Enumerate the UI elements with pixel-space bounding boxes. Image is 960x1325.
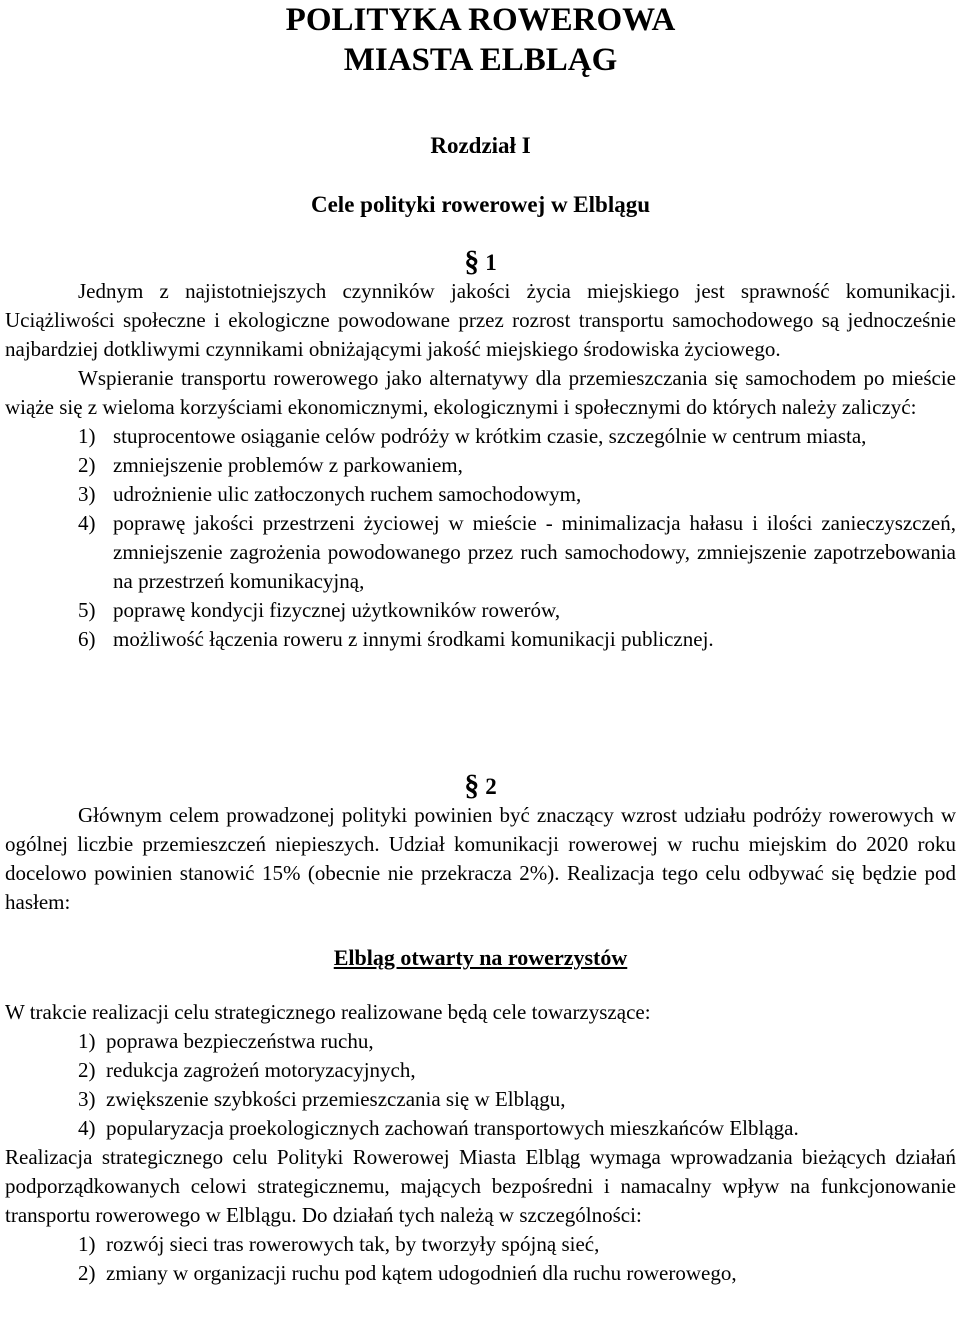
section-1-heading bbox=[5, 247, 956, 277]
section-1 bbox=[5, 247, 956, 654]
list-item: 4) poprawę jakości przestrzeni życiowej w mieście - minimalizacja hałasu i ilości zanieczyszczeń, zmniejszenie zagrożenia powodowanego przez ruch samochodowy, zmniejszenie zapotrzebowania na przestrzeń komunikacyjną, bbox=[78, 511, 956, 593]
list-item: 2) zmiany w organizacji ruchu pod kątem udogodnień dla ruchu rowerowego, bbox=[78, 1261, 737, 1285]
title-line-2: MIASTA ELBLĄG bbox=[343, 42, 618, 78]
chapter-number: Rozdział I bbox=[430, 133, 531, 158]
section-number: 2 bbox=[485, 774, 497, 799]
benefits-list bbox=[5, 422, 956, 654]
section-number: 1 bbox=[485, 250, 497, 275]
section-2-heading bbox=[5, 771, 956, 801]
list-item: 2) redukcja zagrożeń motoryzacyjnych, bbox=[78, 1058, 416, 1082]
list-item: 4) popularyzacja proekologicznych zachowań transportowych mieszkańców Elbląga. bbox=[78, 1116, 799, 1140]
section-1-paragraph-2: Wspieranie transportu rowerowego jako alternatywy dla przemieszczania się samochodem po mieście wiąże się z wieloma korzyściami ekonomicznymi, ekologicznymi i społecznymi do których należy zaliczyć: bbox=[5, 366, 956, 419]
section-2-paragraph-2: W trakcie realizacji celu strategicznego realizowane będą cele towarzyszące: bbox=[5, 1000, 651, 1024]
section-symbol: § bbox=[464, 245, 480, 278]
section-2-paragraph-3: Realizacja strategicznego celu Polityki Rowerowej Miasta Elbląg wymaga wprowadzania bieżących działań podporządkowanych celowi strategicznemu, mających bezpośredni i namacalny wpływ na funkcjonowanie transportu rowerowego w Elblągu. Do działań tych należą w szczególności: bbox=[5, 1145, 956, 1227]
document-title bbox=[5, 0, 956, 80]
section-symbol: § bbox=[464, 769, 480, 802]
actions-list bbox=[5, 1230, 956, 1288]
list-item: 6) możliwość łączenia roweru z innymi środkami komunikacji publicznej. bbox=[78, 627, 714, 651]
section-2 bbox=[5, 771, 956, 1288]
goals-list bbox=[5, 1027, 956, 1143]
section-1-paragraph-1: Jednym z najistotniejszych czynników jakości życia miejskiego jest sprawność komunikacji. Uciążliwości społeczne i ekologiczne powodowane przez rozrost transportu samochodowego są jednocześnie najbardziej dotkliwymi czynnikami obniżającymi jakość miejskiego środowiska życiowego. bbox=[5, 279, 956, 361]
list-item: 1) rozwój sieci tras rowerowych tak, by tworzyły spójną sieć, bbox=[78, 1232, 600, 1256]
list-item: 1) poprawa bezpieczeństwa ruchu, bbox=[78, 1029, 374, 1053]
list-item: 3) udrożnienie ulic zatłoczonych ruchem samochodowym, bbox=[78, 482, 582, 506]
title-line-1: POLITYKA ROWEROWA bbox=[285, 2, 676, 38]
list-item: 1) stuprocentowe osiąganie celów podróży w krótkim czasie, szczególnie w centrum miasta, bbox=[78, 424, 867, 448]
chapter-title: Cele polityki rowerowej w Elblągu bbox=[310, 192, 651, 217]
list-item: 2) zmniejszenie problemów z parkowaniem, bbox=[78, 453, 463, 477]
section-2-paragraph-1: Głównym celem prowadzonej polityki powinien być znaczący wzrost udziału podróży rowerowych w ogólnej liczbie przemieszczeń niepieszych. Udział komunikacji rowerowej w ruchu miejskim do 2020 roku docelowo powinien stanowić 15% (obecnie nie przekracza 2%). Realizacja tego celu odbywać się będzie pod hasłem: bbox=[5, 803, 956, 914]
motto: Elbląg otwarty na rowerzystów bbox=[333, 945, 628, 970]
list-item: 5) poprawę kondycji fizycznej użytkowników rowerów, bbox=[78, 598, 561, 622]
list-item: 3) zwiększenie szybkości przemieszczania się w Elblągu, bbox=[78, 1087, 566, 1111]
